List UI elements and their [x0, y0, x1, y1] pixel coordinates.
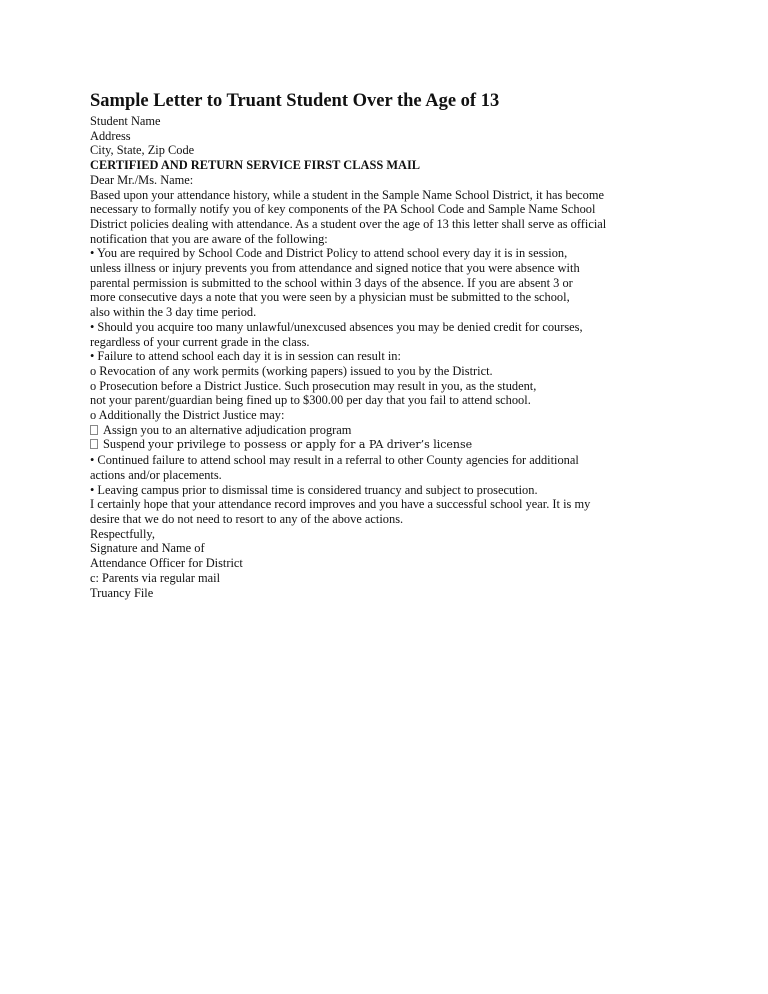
bullet-attendance-required-cont: unless illness or injury prevents you from attendance and signed notice that you were absence with	[90, 261, 580, 276]
sub-item-prosecution-cont: not your parent/guardian being fined up to $300.00 per day that you fail to attend school.	[90, 393, 531, 408]
bullet-attendance-required-cont: also within the 3 day time period.	[90, 305, 257, 320]
bullet-leaving-campus: • Leaving campus prior to dismissal time is considered truancy and subject to prosecution.	[90, 482, 538, 497]
closing-line: I certainly hope that your attendance record improves and you have a successful school year. It is my	[90, 497, 591, 512]
intro-line: District policies dealing with attendance. As a student over the age of 13 this letter shall serve as official	[90, 216, 607, 231]
sub-item-work-permits: o Revocation of any work permits (working papers) issued to you by the District.	[90, 363, 493, 378]
closing-line: desire that we do not need to resort to any of the above actions.	[90, 511, 404, 526]
signoff-file: Truancy File	[90, 585, 154, 600]
bullet-referral: • Continued failure to attend school may result in a referral to other County agencies for additional	[90, 453, 579, 468]
checkbox-item-label: Assign you to an alternative adjudication program	[103, 422, 352, 437]
intro-line: Based upon your attendance history, while a student in the Sample Name School District, it has become	[90, 187, 604, 202]
signoff-respectfully: Respectfully,	[90, 526, 155, 541]
salutation: Dear Mr./Ms. Name:	[90, 172, 194, 187]
letter-title: Sample Letter to Truant Student Over the Age of 13	[90, 91, 500, 111]
checkbox-item-adjudication	[90, 423, 730, 438]
checkbox-square-icon	[90, 439, 98, 449]
signoff-cc: c: Parents via regular mail	[90, 570, 221, 585]
sub-item-district-justice: o Additionally the District Justice may:	[90, 408, 285, 423]
bullet-attendance-required-cont: more consecutive days a note that you were seen by a physician must be submitted to the school,	[90, 290, 570, 305]
sub-item-prosecution: o Prosecution before a District Justice. Such prosecution may result in you, as the student,	[90, 378, 537, 393]
intro-line: notification that you are aware of the following:	[90, 231, 328, 246]
checkbox-square-icon	[90, 425, 98, 435]
letter-page	[90, 90, 730, 600]
intro-line: necessary to formally notify you of key components of the PA School Code and Sample Name School	[90, 202, 596, 217]
bullet-failure-results: • Failure to attend school each day it is in session can result in:	[90, 349, 401, 364]
checkbox-item-license	[90, 437, 730, 453]
bullet-credit-denied: • Should you acquire too many unlawful/unexcused absences you may be denied credit for courses,	[90, 319, 583, 334]
address-line: Address	[90, 128, 131, 143]
bullet-attendance-required: • You are required by School Code and District Policy to attend school every day it is in session,	[90, 246, 568, 261]
city-state-zip-line: City, State, Zip Code	[90, 143, 195, 158]
checkbox-item-label: your privilege to possess or apply for a PA driver’s license	[148, 438, 473, 452]
mail-type-line: CERTIFIED AND RETURN SERVICE FIRST CLASS MAIL	[90, 158, 421, 173]
student-name-line: Student Name	[90, 114, 161, 128]
bullet-credit-denied-cont: regardless of your current grade in the class.	[90, 334, 310, 349]
signoff-officer: Attendance Officer for District	[90, 556, 243, 571]
checkbox-item-prefix: Suspend	[103, 437, 145, 452]
bullet-referral-cont: actions and/or placements.	[90, 467, 222, 482]
bullet-attendance-required-cont: parental permission is submitted to the school within 3 days of the absence. If you are absent 3 or	[90, 275, 573, 290]
signoff-signature: Signature and Name of	[90, 541, 205, 556]
